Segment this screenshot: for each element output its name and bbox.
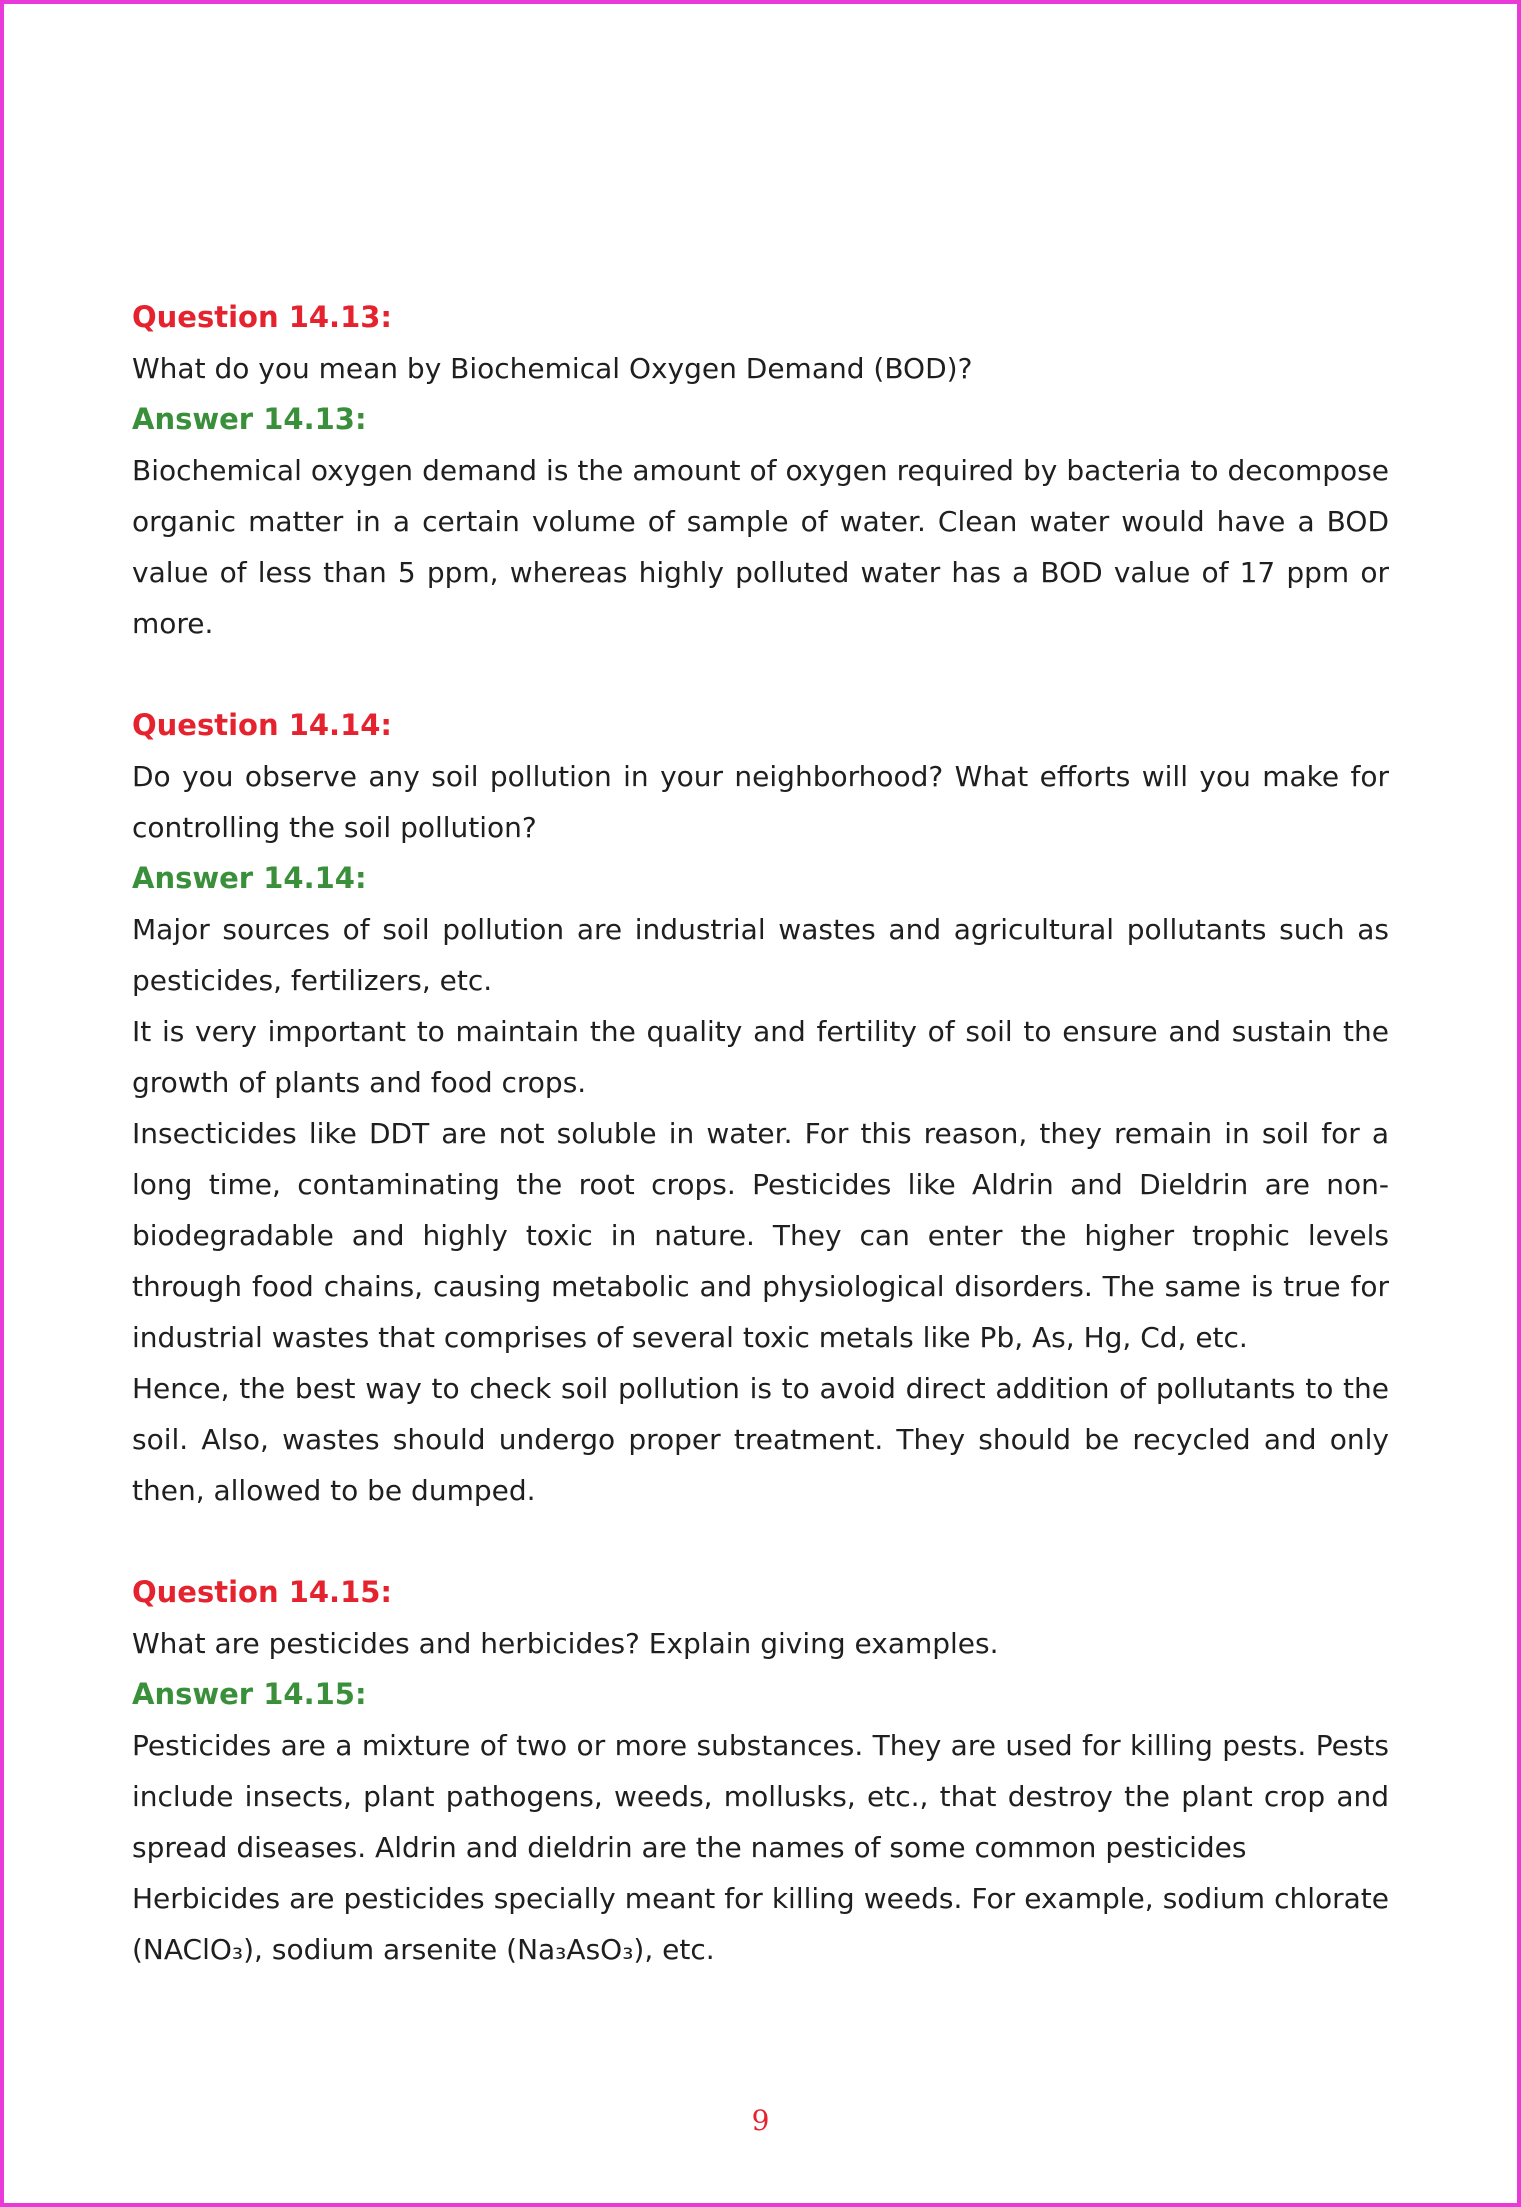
answer-paragraph: Insecticides like DDT are not soluble in water. For this reason, they remain in soil for a long time, contaminating the root crops. Pesticides like Aldrin and Dieldrin are non-biodegradable and highly toxic in nature. They can enter the higher trophic levels through food chains, causing metabolic and physiological disorders. The same is true for industrial wastes that comprises of several toxic metals like Pb, As, Hg, Cd, etc. <box>132 1117 1389 1354</box>
qa-section-14-15 <box>132 1567 1389 1975</box>
question-heading: Question 14.14: <box>132 708 393 742</box>
qa-section-14-13 <box>132 292 1389 649</box>
question-heading: Question 14.13: <box>132 300 393 334</box>
answer-paragraph: Hence, the best way to check soil pollution is to avoid direct addition of pollutants to the soil. Also, wastes should undergo proper treatment. They should be recycled and only then, allowed to be dumped. <box>132 1372 1389 1507</box>
answer-paragraph: Major sources of soil pollution are industrial wastes and agricultural pollutants such as pesticides, fertilizers, etc. <box>132 913 1389 997</box>
answer-paragraph: Herbicides are pesticides specially meant for killing weeds. For example, sodium chlorate (NAClO₃), sodium arsenite (Na₃AsO₃), etc. <box>132 1882 1389 1966</box>
question-text: Do you observe any soil pollution in your neighborhood? What efforts will you make for controlling the soil pollution? <box>132 760 1389 844</box>
question-text: What do you mean by Biochemical Oxygen Demand (BOD)? <box>132 352 973 385</box>
answer-heading: Answer 14.15: <box>132 1677 367 1711</box>
answer-paragraph: Biochemical oxygen demand is the amount of oxygen required by bacteria to decompose organic matter in a certain volume of sample of water. Clean water would have a BOD value of less than 5 ppm, whereas highly polluted water has a BOD value of 17 ppm or more. <box>132 454 1389 640</box>
document-body <box>132 292 1389 1975</box>
page-number: 9 <box>751 2104 770 2137</box>
answer-heading: Answer 14.13: <box>132 402 367 436</box>
qa-section-14-14 <box>132 700 1389 1516</box>
question-text: What are pesticides and herbicides? Explain giving examples. <box>132 1627 999 1660</box>
answer-paragraph: It is very important to maintain the quality and fertility of soil to ensure and sustain the growth of plants and food crops. <box>132 1015 1389 1099</box>
question-heading: Question 14.15: <box>132 1575 393 1609</box>
answer-heading: Answer 14.14: <box>132 861 367 895</box>
answer-paragraph: Pesticides are a mixture of two or more substances. They are used for killing pests. Pests include insects, plant pathogens, weeds, mollusks, etc., that destroy the plant crop and spread diseases. Aldrin and dieldrin are the names of some common pesticides <box>132 1729 1389 1864</box>
